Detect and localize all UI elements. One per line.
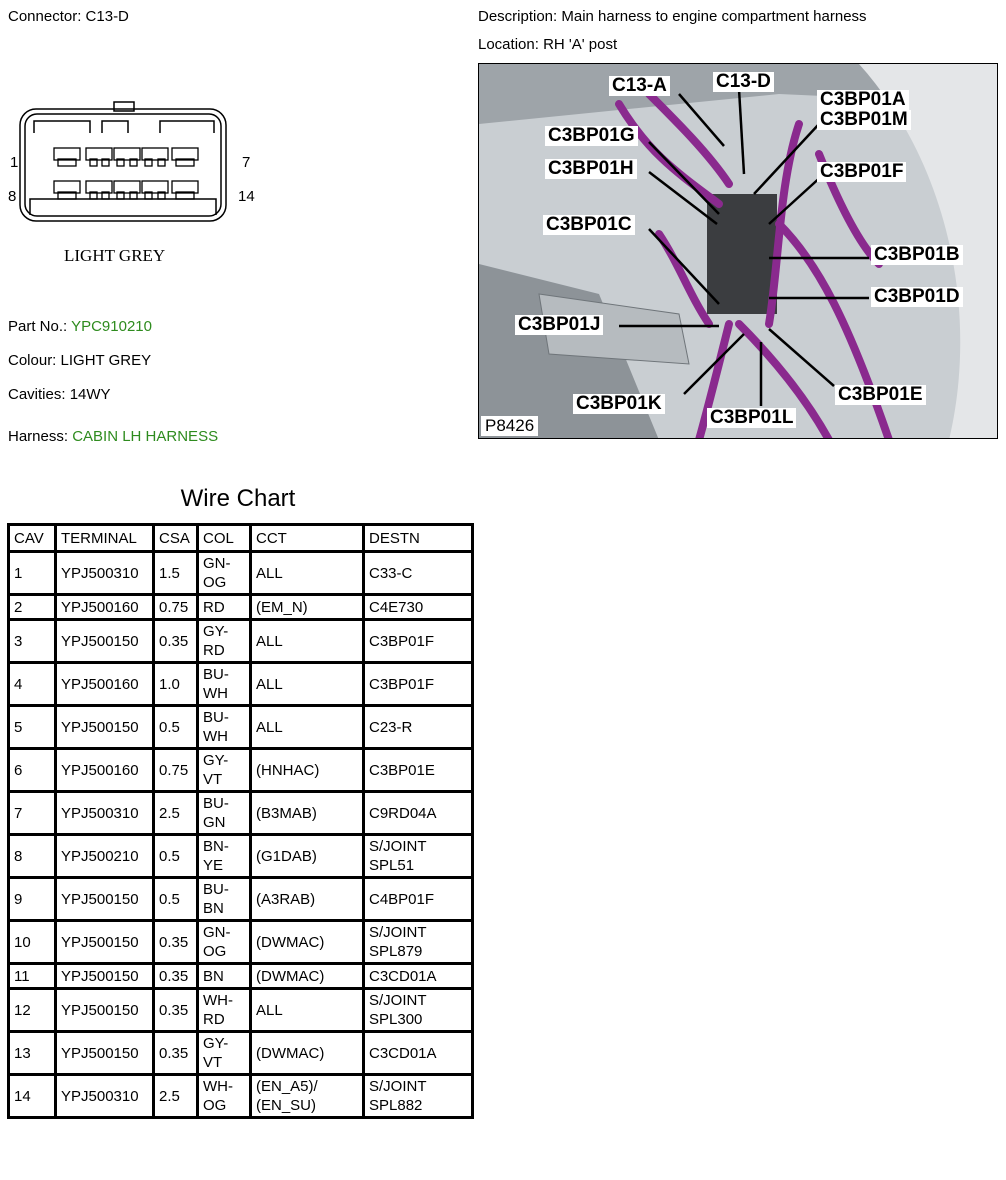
cell-cct: (A3RAB) [251,878,364,921]
header-cct: CCT [251,525,364,552]
cell-csa: 0.35 [154,921,198,964]
pin-label-top-left: 1 [10,154,19,171]
cell-col: GY- RD [198,620,251,663]
cell-col: WH- OG [198,1075,251,1118]
cell-cct: (EM_N) [251,595,364,620]
cell-terminal: YPJ500210 [56,835,154,878]
photo-label-c3bp01f: C3BP01F [817,162,906,182]
cell-col: GN- OG [198,552,251,595]
cell-cct: (DWMAC) [251,921,364,964]
cell-terminal: YPJ500150 [56,964,154,989]
cell-destn: S/JOINT SPL879 [364,921,473,964]
cell-cct: (HNHAC) [251,749,364,792]
table-row [9,835,473,878]
cell-cav: 2 [9,595,56,620]
cell-col: GN- OG [198,921,251,964]
cell-cct: (DWMAC) [251,1032,364,1075]
cell-cav: 3 [9,620,56,663]
connector-face-diagram [4,95,264,275]
cell-terminal: YPJ500160 [56,663,154,706]
photo-label-c13-d: C13-D [713,72,774,92]
cell-cav: 10 [9,921,56,964]
table-row [9,1032,473,1075]
cell-destn: C23-R [364,706,473,749]
cell-terminal: YPJ500150 [56,989,154,1032]
photo-label-c3bp01m: C3BP01M [817,110,911,130]
location-label: Location: [478,36,539,53]
table-row [9,964,473,989]
table-row [9,595,473,620]
diagram-colour-text: LIGHT GREY [64,246,166,265]
table-row [9,921,473,964]
cell-col: BU- GN [198,792,251,835]
harness-label: Harness: [8,428,69,445]
table-row [9,878,473,921]
table-row [9,749,473,792]
cell-terminal: YPJ500310 [56,1075,154,1118]
pin-label-bottom-right: 14 [238,188,255,205]
colour-label: Colour: [8,352,57,369]
cell-cav: 1 [9,552,56,595]
cell-cav: 9 [9,878,56,921]
cell-destn: C3BP01F [364,620,473,663]
pin-label-top-right: 7 [242,154,251,171]
cell-csa: 0.5 [154,878,198,921]
cell-destn: C33-C [364,552,473,595]
cell-csa: 0.35 [154,620,198,663]
cell-terminal: YPJ500150 [56,620,154,663]
connector-value: C13-D [85,8,129,25]
photo-label-c3bp01j: C3BP01J [515,315,603,335]
cell-terminal: YPJ500150 [56,878,154,921]
cell-cav: 4 [9,663,56,706]
cell-cav: 6 [9,749,56,792]
cell-csa: 0.35 [154,964,198,989]
connector-label: Connector: [8,8,82,25]
cell-cct: ALL [251,620,364,663]
cell-cav: 11 [9,964,56,989]
colour-line [8,352,151,369]
cell-cav: 5 [9,706,56,749]
cell-destn: C3CD01A [364,1032,473,1075]
cell-terminal: YPJ500310 [56,552,154,595]
cell-col: RD [198,595,251,620]
cell-cct: ALL [251,989,364,1032]
cell-cav: 7 [9,792,56,835]
location-photo [478,63,998,439]
cavities-label: Cavities: [8,386,66,403]
cell-destn: C9RD04A [364,792,473,835]
cell-terminal: YPJ500150 [56,706,154,749]
cell-csa: 0.35 [154,1032,198,1075]
header-terminal: TERMINAL [56,525,154,552]
photo-label-c3bp01c: C3BP01C [543,215,635,235]
table-row [9,989,473,1032]
cell-destn: C4BP01F [364,878,473,921]
part-number-line [8,318,152,335]
cell-csa: 2.5 [154,1075,198,1118]
cell-terminal: YPJ500160 [56,749,154,792]
cell-cav: 12 [9,989,56,1032]
cell-col: GY- VT [198,749,251,792]
cell-col: BN- YE [198,835,251,878]
cell-cct: ALL [251,552,364,595]
photo-label-c3bp01k: C3BP01K [573,394,665,414]
cell-col: WH- RD [198,989,251,1032]
photo-label-c3bp01h: C3BP01H [545,159,637,179]
wire-chart-title: Wire Chart [180,485,296,512]
photo-number: P8426 [481,416,538,436]
header-col: COL [198,525,251,552]
cell-destn: S/JOINT SPL882 [364,1075,473,1118]
table-header-row [9,525,473,552]
cell-destn: S/JOINT SPL300 [364,989,473,1032]
cell-terminal: YPJ500160 [56,595,154,620]
cell-col: BN [198,964,251,989]
photo-label-c3bp01l: C3BP01L [707,408,796,428]
cell-csa: 0.75 [154,595,198,620]
description-label: Description: [478,8,558,25]
description-value: Main harness to engine compartment harness [561,8,867,25]
location-line [478,36,617,53]
cell-destn: C3CD01A [364,964,473,989]
cell-col: GY- VT [198,1032,251,1075]
cell-csa: 0.5 [154,706,198,749]
cell-csa: 0.35 [154,989,198,1032]
header-csa: CSA [154,525,198,552]
cell-terminal: YPJ500150 [56,1032,154,1075]
harness-line [8,428,218,445]
header-cav: CAV [9,525,56,552]
cavities-value: 14WY [69,386,111,403]
table-row [9,620,473,663]
photo-label-c13-a: C13-A [609,76,670,96]
cell-cav: 14 [9,1075,56,1118]
cell-cct: (DWMAC) [251,964,364,989]
part-number-value: YPC910210 [71,318,152,335]
cell-cct: (G1DAB) [251,835,364,878]
cell-cct: ALL [251,706,364,749]
photo-label-c3bp01d: C3BP01D [871,287,963,307]
description-line [478,8,867,25]
wire-chart-body [9,552,473,1118]
cell-csa: 2.5 [154,792,198,835]
photo-label-c3bp01b: C3BP01B [871,245,963,265]
part-number-label: Part No.: [8,318,68,335]
harness-value: CABIN LH HARNESS [72,428,219,445]
cell-destn: C4E730 [364,595,473,620]
cell-col: BU- WH [198,706,251,749]
cell-csa: 0.5 [154,835,198,878]
cell-csa: 1.5 [154,552,198,595]
connector-line [8,8,129,25]
pin-label-bottom-left: 8 [8,188,17,205]
cell-cct: (B3MAB) [251,792,364,835]
cavities-line [8,386,111,403]
table-row [9,552,473,595]
cell-cav: 8 [9,835,56,878]
table-row [9,792,473,835]
table-row [9,663,473,706]
location-value: RH 'A' post [543,36,618,53]
photo-label-c3bp01g: C3BP01G [545,126,638,146]
cell-destn: C3BP01F [364,663,473,706]
colour-value: LIGHT GREY [60,352,152,369]
cell-cav: 13 [9,1032,56,1075]
header-destn: DESTN [364,525,473,552]
photo-label-c3bp01a: C3BP01A [817,90,909,110]
wire-chart-table [7,523,474,1119]
table-row [9,706,473,749]
cell-cct: ALL [251,663,364,706]
cell-destn: S/JOINT SPL51 [364,835,473,878]
cell-csa: 0.75 [154,749,198,792]
cell-csa: 1.0 [154,663,198,706]
photo-label-c3bp01e: C3BP01E [835,385,926,405]
table-row [9,1075,473,1118]
cell-terminal: YPJ500150 [56,921,154,964]
cell-col: BU- WH [198,663,251,706]
cell-terminal: YPJ500310 [56,792,154,835]
cell-col: BU- BN [198,878,251,921]
cell-destn: C3BP01E [364,749,473,792]
cell-cct: (EN_A5)/ (EN_SU) [251,1075,364,1118]
